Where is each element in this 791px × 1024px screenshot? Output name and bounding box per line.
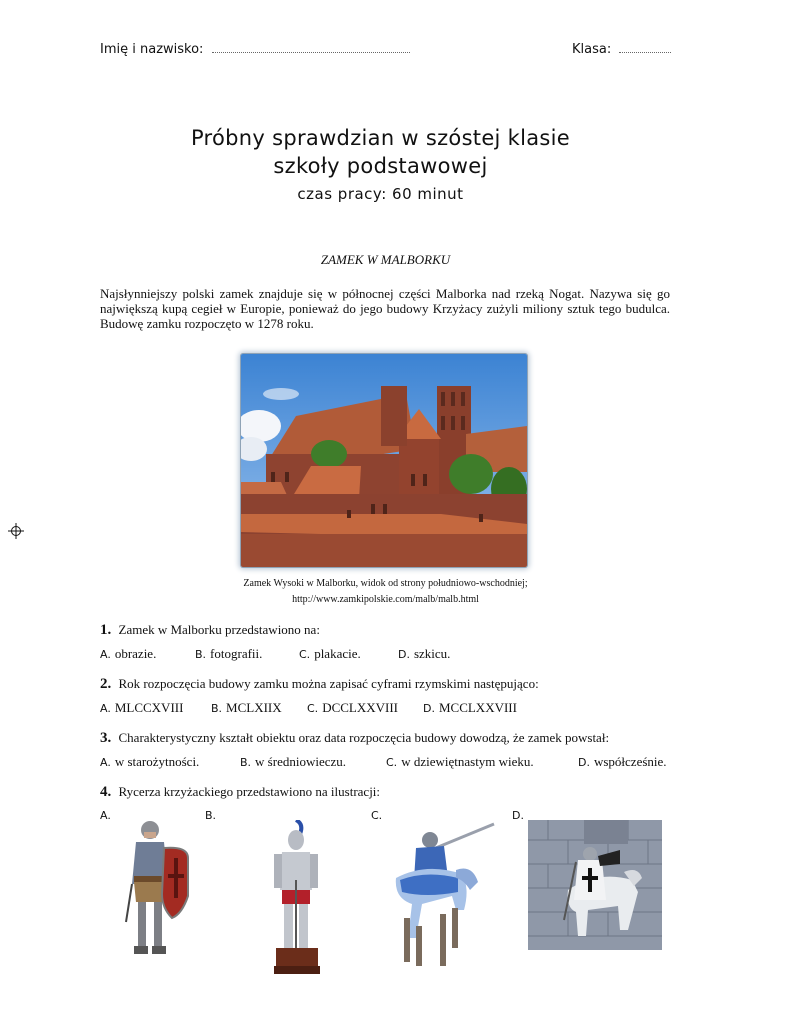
knight-d-illustration[interactable] xyxy=(528,820,662,950)
name-label: Imię i nazwisko: xyxy=(100,42,204,57)
class-label: Klasa: xyxy=(572,42,612,57)
photo-source-link[interactable]: http://www.zamkipolskie.com/malb/malb.html xyxy=(292,594,479,605)
q1-option-d[interactable]: D. szkicu. xyxy=(398,646,451,661)
knight-b-illustration[interactable] xyxy=(270,820,324,975)
question-3 xyxy=(100,730,609,747)
page-title-line2: szkoły podstawowej xyxy=(273,154,488,178)
question-4-number: 4. xyxy=(100,784,112,800)
question-2-number: 2. xyxy=(100,676,112,692)
question-3-text: Charakterystyczny kształt obiektu oraz data rozpoczęcia budowy dowodzą, że zamek powstał: xyxy=(118,730,610,745)
q2-option-a[interactable]: A. MLCCXVIII xyxy=(100,700,184,715)
section-title: ZAMEK W MALBORKU xyxy=(320,252,451,267)
question-3-number: 3. xyxy=(100,730,112,746)
q4-option-c[interactable]: C. xyxy=(371,809,383,822)
name-blank[interactable] xyxy=(212,40,410,53)
q2-option-b[interactable]: B. MCLXIIX xyxy=(211,700,282,715)
knight-c-illustration[interactable] xyxy=(386,818,498,974)
question-4-text: Rycerza krzyżackiego przedstawiono na ilustracji: xyxy=(118,784,381,799)
q1-option-b[interactable]: B. fotografii. xyxy=(195,646,263,661)
page-title-line1: Próbny sprawdzian w szóstej klasie xyxy=(190,126,571,150)
question-1-text: Zamek w Malborku przedstawiono na: xyxy=(118,622,320,637)
q4-option-a[interactable]: A. xyxy=(100,809,111,822)
class-field xyxy=(572,40,671,57)
question-4 xyxy=(100,784,380,801)
q2-option-d[interactable]: D. MCCLXXVIII xyxy=(423,700,517,715)
q3-option-b[interactable]: B. w średniowieczu. xyxy=(240,754,347,769)
name-field xyxy=(100,40,410,57)
question-2-text: Rok rozpoczęcia budowy zamku można zapisać cyframi rzymskimi następująco: xyxy=(118,676,539,691)
intro-paragraph: Najsłynniejszy polski zamek znajduje się w północnej części Malborka nad rzeką Nogat. Nazywa się go największą kupą cegieł w Europie, ponieważ do jego budowy Krzyżacy zużyli miliony sztuk tego budulca. Budowę zamku rozpoczęto w 1278 roku. xyxy=(100,286,670,331)
q1-option-a[interactable]: A. obrazie. xyxy=(100,646,157,661)
q3-option-d[interactable]: D. współcześnie. xyxy=(578,754,667,769)
question-1 xyxy=(100,622,320,639)
question-1-number: 1. xyxy=(100,622,112,638)
castle-photo xyxy=(241,354,527,567)
time-limit: czas pracy: 60 minut xyxy=(297,185,464,203)
class-blank[interactable] xyxy=(619,40,671,53)
castle-illustration xyxy=(241,354,527,567)
registration-mark-icon xyxy=(8,523,24,539)
q3-option-c[interactable]: C. w dziewiętnastym wieku. xyxy=(386,754,534,769)
q3-option-a[interactable]: A. w starożytności. xyxy=(100,754,200,769)
q1-option-c[interactable]: C. plakacie. xyxy=(299,646,361,661)
photo-caption-line1: Zamek Wysoki w Malborku, widok od strony południowo-wschodniej; xyxy=(243,578,528,589)
question-2 xyxy=(100,676,539,693)
q4-option-d[interactable]: D. xyxy=(512,809,524,822)
q4-option-b[interactable]: B. xyxy=(205,809,217,822)
knight-a-illustration[interactable] xyxy=(122,818,192,964)
q2-option-c[interactable]: C. DCCLXXVIII xyxy=(307,700,399,715)
